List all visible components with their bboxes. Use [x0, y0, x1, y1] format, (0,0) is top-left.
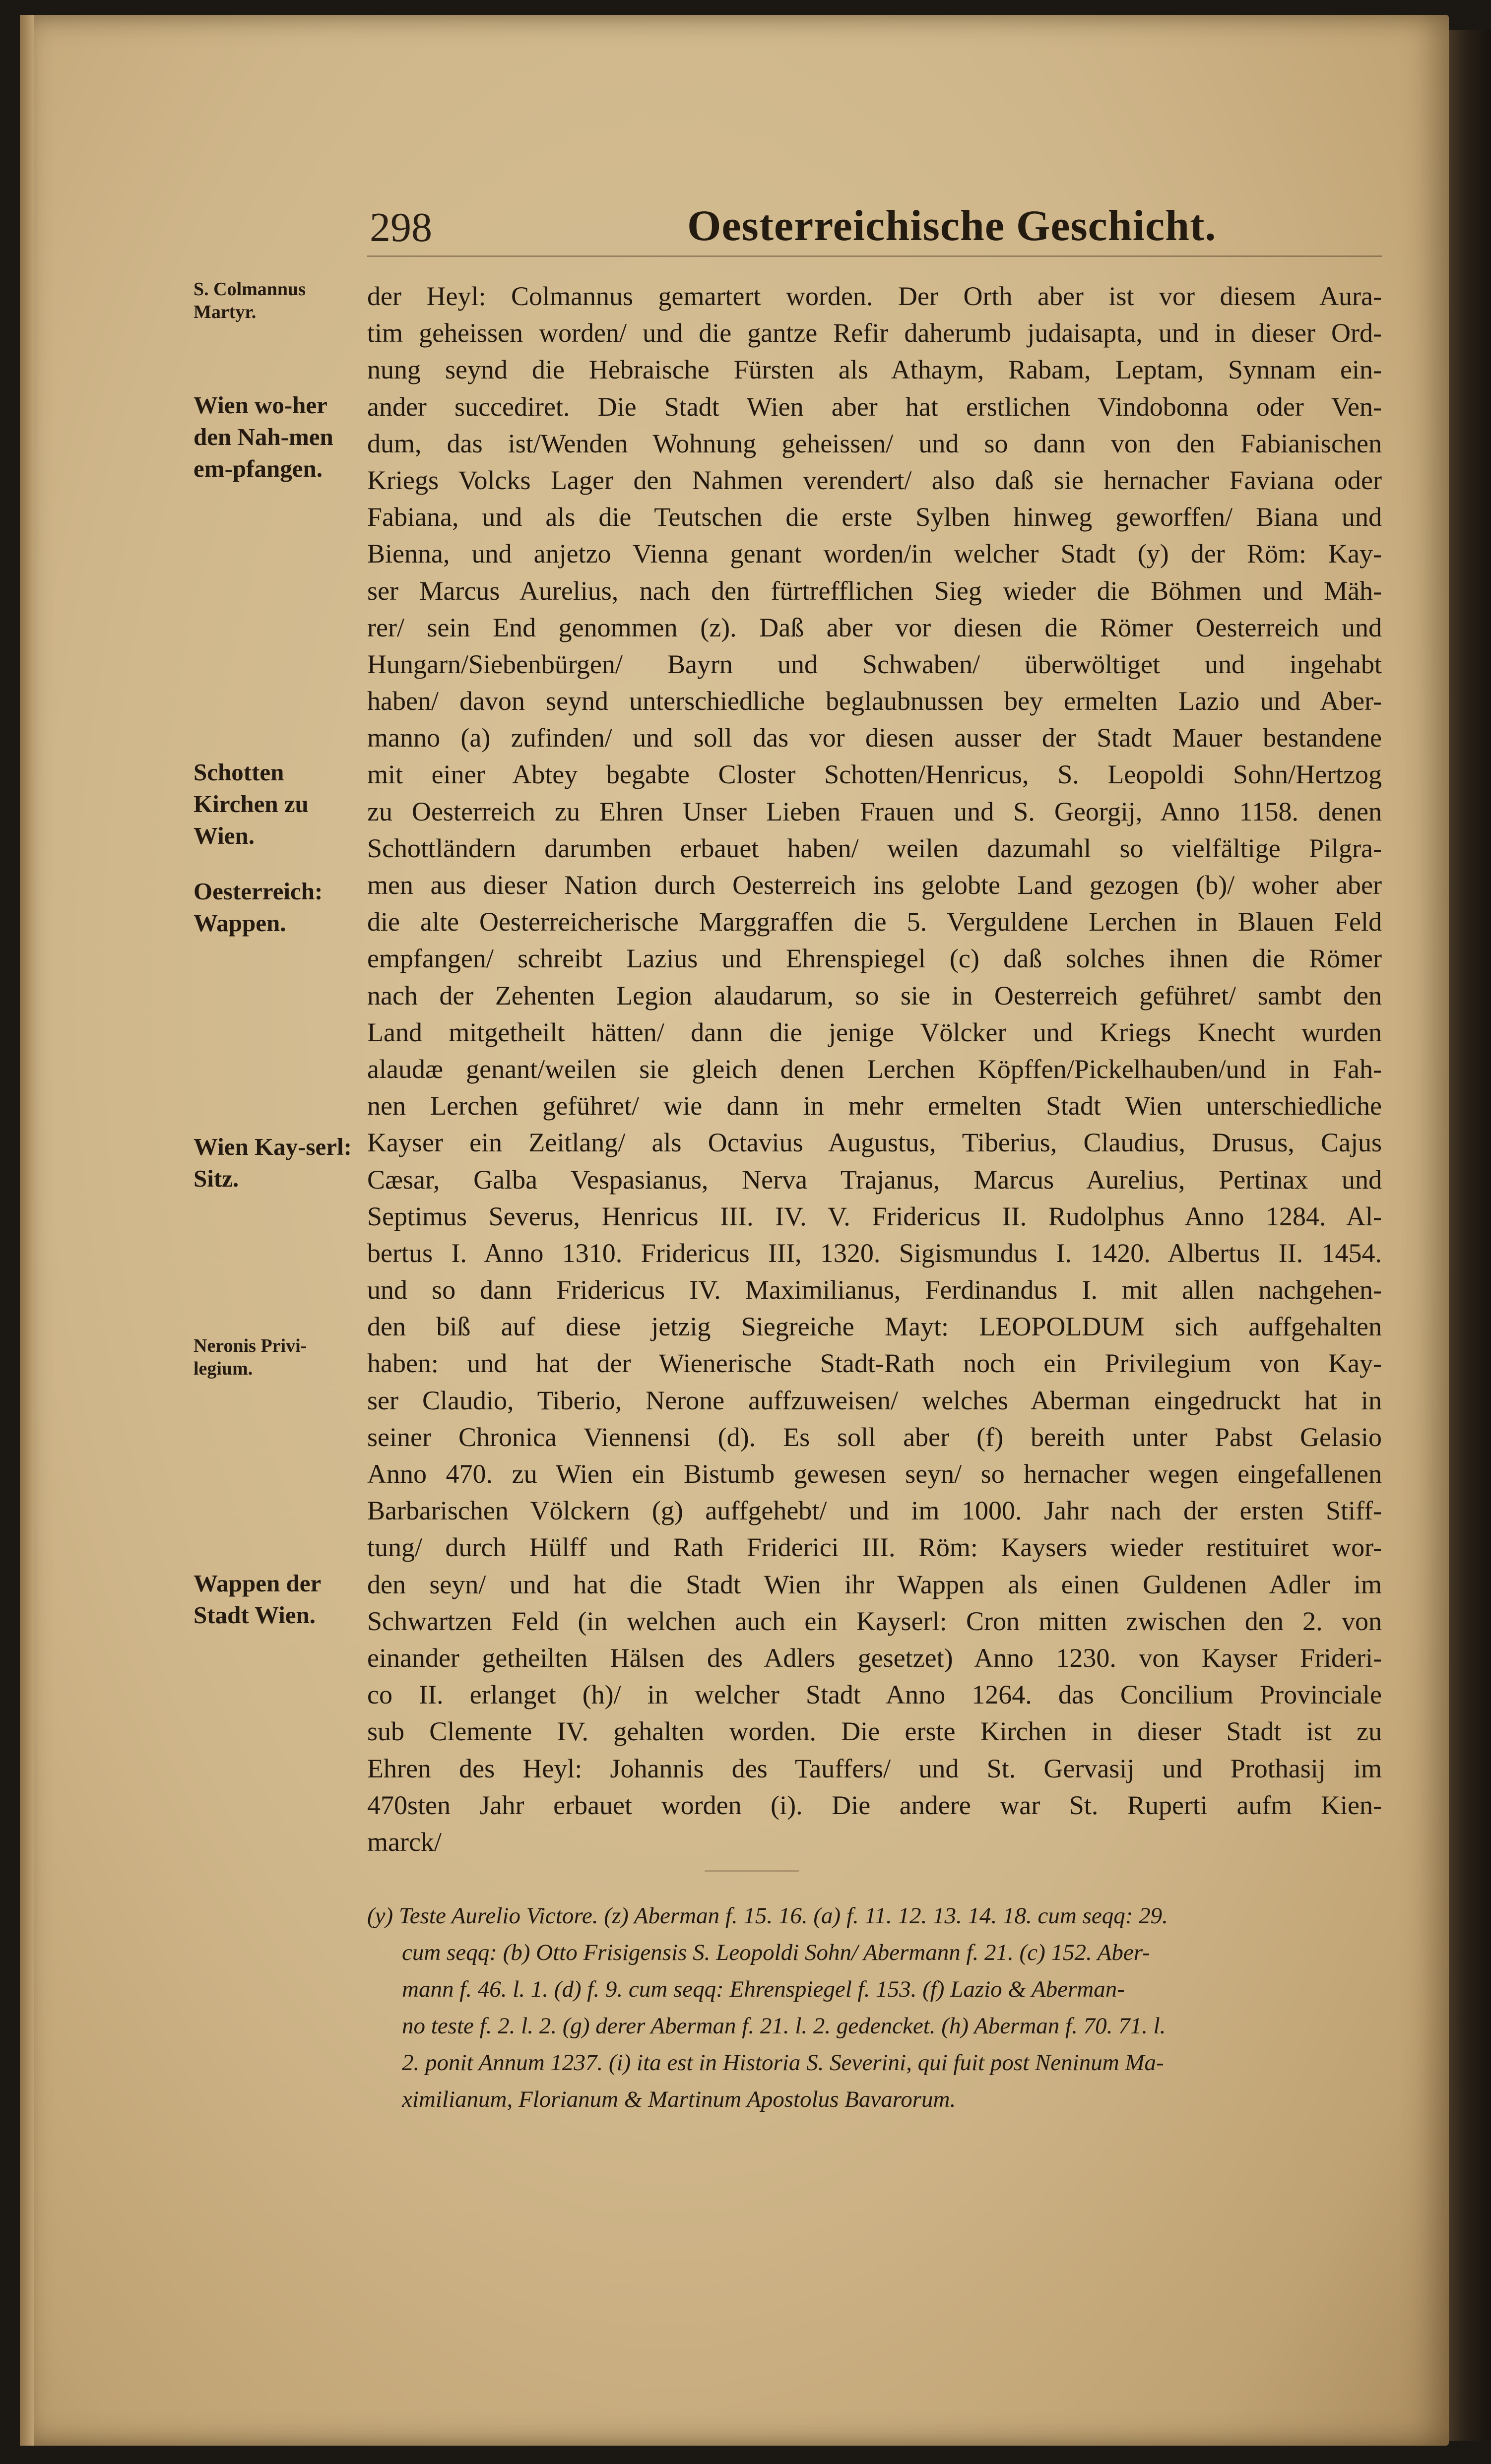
- header-rule: [367, 255, 1382, 257]
- text-line: mit einer Abtey begabte Closter Schotten/Henricus, S. Leopoldi Sohn/Hertzog: [367, 759, 1382, 790]
- text-line: der Heyl: Colmannus gemartert worden. Der Orth aber ist vor diesem Aura-: [367, 281, 1382, 311]
- text-line: marck/: [367, 1827, 442, 1857]
- footnote-line: no teste f. 2. l. 2. (g) derer Aberman f. 21. l. 2. gedencket. (h) Aberman f. 70. 71. l.: [402, 2013, 1166, 2039]
- margin-note: Neronis Privi-legium.: [194, 1335, 307, 1379]
- text-line: rer/ sein End genommen (z). Daß aber vor diesen die Römer Oesterreich und: [367, 612, 1382, 642]
- text-line: Cæsar, Galba Vespasianus, Nerva Trajanus, Marcus Aurelius, Pertinax und: [367, 1164, 1382, 1195]
- text-line: ser Marcus Aurelius, nach den fürtrefflichen Sieg wieder die Böhmen und Mäh-: [367, 575, 1382, 606]
- text-line: dum, das ist/Wenden Wohnung geheissen/ und so dann von den Fabianischen: [367, 428, 1382, 458]
- text-line: ander succediret. Die Stadt Wien aber hat erstlichen Vindobonna oder Ven-: [367, 391, 1382, 422]
- text-line: Kriegs Volcks Lager den Nahmen verendert/ also daß sie hernacher Faviana oder: [367, 465, 1382, 495]
- footnotes: [367, 1897, 1382, 2118]
- text-line: haben: und hat der Wienerische Stadt-Rath noch ein Privilegium von Kay-: [367, 1348, 1382, 1379]
- text-line: den biß auf diese jetzig Siegreiche Mayt: LEOPOLDUM sich auffgehalten: [367, 1312, 1382, 1342]
- text-line: nen Lerchen geführet/ wie dann in mehr ermelten Stadt Wien unterschiedliche: [367, 1091, 1382, 1121]
- text-line: den seyn/ und hat die Stadt Wien ihr Wappen als einen Guldenen Adler im: [367, 1569, 1382, 1599]
- text-line: Barbarischen Völckern (g) auffgehebt/ und im 1000. Jahr nach der ersten Stiff-: [367, 1496, 1382, 1526]
- text-line: einander getheilten Hälsen des Adlers gesetzet) Anno 1230. von Kayser Frideri-: [367, 1643, 1382, 1673]
- text-line: men aus dieser Nation durch Oesterreich ins gelobte Land gezogen (b)/ woher aber: [367, 870, 1382, 900]
- text-line: empfangen/ schreibt Lazius und Ehrenspiegel (c) daß solches ihnen die Römer: [367, 944, 1382, 974]
- text-line: nach der Zehenten Legion alaudarum, so sie in Oesterreich geführet/ sambt den: [367, 980, 1382, 1011]
- footnote-line: (y) Teste Aurelio Victore. (z) Aberman f. 15. 16. (a) f. 11. 12. 13. 14. 18. cum seqq: 29.: [367, 1903, 1168, 1929]
- text-line: Anno 470. zu Wien ein Bistumb gewesen seyn/ so hernacher wegen eingefallenen: [367, 1459, 1382, 1489]
- page-edge: [20, 15, 34, 2446]
- text-line: alaudæ genant/weilen sie gleich denen Lerchen Köpffen/Pickelhauben/und in Fah-: [367, 1054, 1382, 1084]
- text-line: ser Claudio, Tiberio, Nerone auffzuweisen/ welches Aberman eingedruckt hat in: [367, 1385, 1382, 1415]
- text-line: tim geheissen worden/ und die gantze Refir daherumb judaisapta, und in dieser Ord-: [367, 318, 1382, 348]
- text-line: 470sten Jahr erbauet worden (i). Die andere war St. Ruperti aufm Kien-: [367, 1790, 1382, 1820]
- margin-note: Wien Kay-serl: Sitz.: [194, 1133, 352, 1192]
- footnote-line: ximilianum, Florianum & Martinum Apostolus Bavarorum.: [402, 2086, 956, 2112]
- margin-note: Schotten Kirchen zu Wien.: [194, 758, 309, 849]
- footnote-divider: [705, 1870, 799, 1872]
- text-line: manno (a) zufinden/ und soll das vor diesen ausser der Stadt Mauer bestandene: [367, 723, 1382, 753]
- margin-notes: [194, 278, 357, 1865]
- footnote-line: mann f. 46. l. 1. (d) f. 9. cum seqq: Ehrenspiegel f. 153. (f) Lazio & Aberman-: [402, 1976, 1125, 2002]
- footnote-line: cum seqq: (b) Otto Frisigensis S. Leopoldi Sohn/ Abermann f. 21. (c) 152. Aber-: [402, 1940, 1150, 1965]
- text-line: Schottländern darumben erbauet haben/ weilen dazumahl so vielfältige Pilgra-: [367, 833, 1382, 863]
- text-line: zu Oesterreich zu Ehren Unser Lieben Frauen und S. Georgij, Anno 1158. denen: [367, 796, 1382, 826]
- body-text: [367, 278, 1382, 1897]
- text-line: co II. erlanget (h)/ in welcher Stadt Anno 1264. das Concilium Provinciale: [367, 1680, 1382, 1710]
- text-line: tung/ durch Hülff und Rath Friderici III. Röm: Kaysers wieder restituiret wor-: [367, 1532, 1382, 1563]
- text-line: Land mitgetheilt hätten/ dann die jenige Völcker und Kriegs Knecht wurden: [367, 1017, 1382, 1047]
- page-header: [370, 198, 1337, 253]
- text-line: Kayser ein Zeitlang/ als Octavius Augustus, Tiberius, Claudius, Drusus, Cajus: [367, 1128, 1382, 1158]
- text-line: seiner Chronica Viennensi (d). Es soll aber (f) bereith unter Pabst Gelasio: [367, 1422, 1382, 1452]
- text-line: Fabiana, und als die Teutschen die erste Sylben hinweg geworffen/ Biana und: [367, 502, 1382, 532]
- margin-note: Oesterreich: Wappen.: [194, 878, 323, 937]
- margin-note: Wien wo-her den Nah-men em-pfangen.: [194, 391, 333, 482]
- text-line: die alte Oesterreicherische Marggraffen die 5. Verguldene Lerchen in Blauen Feld: [367, 907, 1382, 937]
- text-line: Ehren des Heyl: Johannis des Tauffers/ und St. Gervasij und Prothasij im: [367, 1753, 1382, 1783]
- page-number: 298: [370, 204, 432, 251]
- text-line: bertus I. Anno 1310. Fridericus III, 1320. Sigismundus I. 1420. Albertus II. 1454.: [367, 1238, 1382, 1268]
- margin-note: Wappen der Stadt Wien.: [194, 1570, 321, 1629]
- text-line: Bienna, und anjetzo Vienna genant worden/in welcher Stadt (y) der Röm: Kay-: [367, 539, 1382, 569]
- text-line: sub Clemente IV. gehalten worden. Die erste Kirchen in dieser Stadt ist zu: [367, 1716, 1382, 1747]
- catchword: [367, 1860, 1382, 1897]
- text-line: und so dann Fridericus IV. Maximilianus, Ferdinandus I. mit allen nachgehen-: [367, 1275, 1382, 1305]
- text-line: Septimus Severus, Henricus III. IV. V. Fridericus II. Rudolphus Anno 1284. Al-: [367, 1201, 1382, 1231]
- text-line: Hungarn/Siebenbürgen/ Bayrn und Schwaben/ überwöltiget und ingehabt: [367, 649, 1382, 679]
- text-line: nung seynd die Hebraische Fürsten als Athaym, Rabam, Leptam, Synnam ein-: [367, 355, 1382, 385]
- footnote-line: 2. ponit Annum 1237. (i) ita est in Historia S. Severini, qui fuit post Neninum Ma-: [402, 2050, 1164, 2076]
- text-line: Schwartzen Feld (in welchen auch ein Kayserl: Cron mitten zwischen den 2. von: [367, 1606, 1382, 1636]
- running-title: Oesterreichische Geschicht.: [687, 202, 1217, 250]
- margin-note: S. Colmannus Martyr.: [194, 279, 306, 322]
- text-line: haben/ davon seynd unterschiedliche beglaubnussen bey ermelten Lazio und Aber-: [367, 686, 1382, 716]
